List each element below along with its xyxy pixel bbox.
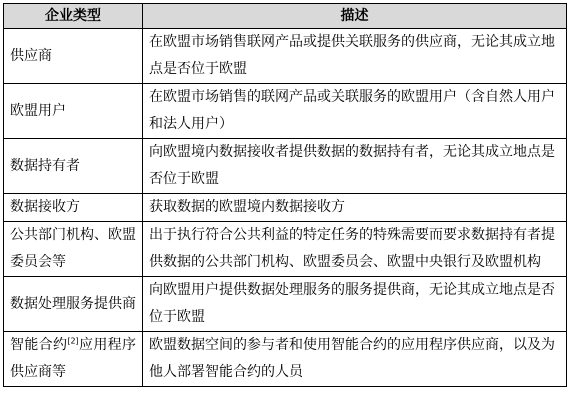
type-text-pre: 智能合约 bbox=[10, 337, 68, 353]
table-row bbox=[4, 332, 567, 387]
description-cell: 在欧盟市场销售联网产品或提供关联服务的供应商，无论其成立地点是否位于欧盟 bbox=[143, 29, 567, 84]
type-cell bbox=[4, 332, 143, 387]
header-row bbox=[4, 4, 567, 29]
description-cell: 向欧盟境内数据接收者提供数据的数据持有者，无论其成立地点是否位于欧盟 bbox=[143, 139, 567, 194]
type-cell: 数据持有者 bbox=[4, 139, 143, 194]
description-cell: 向欧盟用户提供数据处理服务的服务提供商，无论其成立地点是否位于欧盟 bbox=[143, 277, 567, 332]
header-enterprise-type: 企业类型 bbox=[4, 4, 143, 29]
type-text-post: 应用程序供应商等 bbox=[10, 337, 136, 380]
enterprise-type-table bbox=[3, 3, 567, 387]
table-row bbox=[4, 194, 567, 222]
description-cell: 出于执行符合公共利益的特定任务的特殊需要而要求数据持有者提供数据的公共部门机构、欧盟委员会、欧盟中央银行及欧盟机构 bbox=[143, 222, 567, 277]
footnote-marker: [2] bbox=[67, 336, 79, 346]
table-row bbox=[4, 139, 567, 194]
table-row bbox=[4, 277, 567, 332]
table-row bbox=[4, 222, 567, 277]
type-cell: 欧盟用户 bbox=[4, 84, 143, 139]
type-cell: 数据接收方 bbox=[4, 194, 143, 222]
type-cell: 数据处理服务提供商 bbox=[4, 277, 143, 332]
table-row bbox=[4, 29, 567, 84]
type-cell: 供应商 bbox=[4, 29, 143, 84]
description-cell: 获取数据的欧盟境内数据接收方 bbox=[143, 194, 567, 222]
description-cell: 欧盟数据空间的参与者和使用智能合约的应用程序供应商，以及为他人部署智能合约的人员 bbox=[143, 332, 567, 387]
table-row bbox=[4, 84, 567, 139]
header-description: 描述 bbox=[143, 4, 567, 29]
type-cell: 公共部门机构、欧盟委员会等 bbox=[4, 222, 143, 277]
description-cell: 在欧盟市场销售的联网产品或关联服务的欧盟用户（含自然人用户和法人用户） bbox=[143, 84, 567, 139]
